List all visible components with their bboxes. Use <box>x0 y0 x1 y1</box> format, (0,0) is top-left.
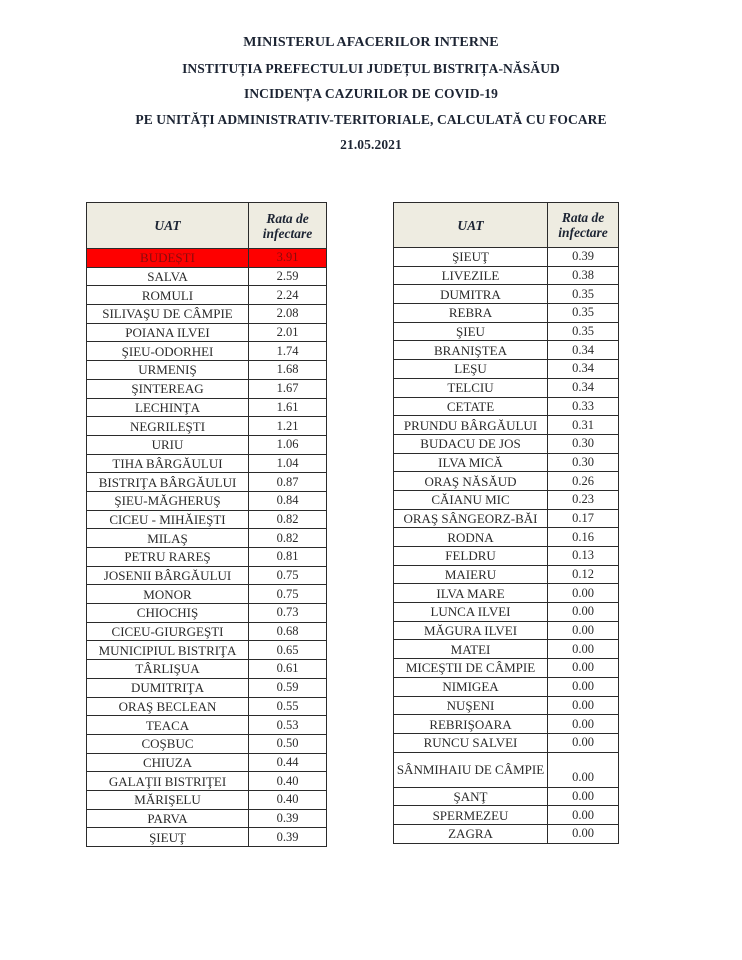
table-row <box>87 585 327 604</box>
uat-name-cell: TÂRLIŞUA <box>87 660 249 679</box>
uat-name-cell: SILIVAŞU DE CÂMPIE <box>87 305 249 324</box>
uat-name-cell: ROMULI <box>87 286 249 305</box>
uat-name-cell: ILVA MICĂ <box>394 453 548 472</box>
uat-name-cell: NIMIGEA <box>394 677 548 696</box>
uat-name-cell: URMENIŞ <box>87 361 249 380</box>
table-row <box>87 305 327 324</box>
infection-rate-cell: 0.00 <box>548 824 619 843</box>
table-row <box>394 509 619 528</box>
infection-rate-cell: 0.00 <box>548 787 619 806</box>
table-row <box>87 641 327 660</box>
header-subtitle: PE UNITĂȚI ADMINISTRATIV-TERITORIALE, CALCULATĂ CU FOCARE <box>135 111 607 127</box>
table-row <box>394 677 619 696</box>
uat-name-cell: MAIERU <box>394 565 548 584</box>
infection-rate-cell: 0.00 <box>548 806 619 825</box>
infection-rate-cell: 2.08 <box>249 305 327 324</box>
uat-name-cell: FELDRU <box>394 547 548 566</box>
document-header <box>0 30 742 158</box>
table-row <box>87 604 327 623</box>
uat-name-cell: BUDACU DE JOS <box>394 434 548 453</box>
infection-rate-cell: 0.68 <box>249 622 327 641</box>
infection-rate-cell: 0.26 <box>548 472 619 491</box>
uat-name-cell: URIU <box>87 435 249 454</box>
infection-rate-cell: 2.01 <box>249 323 327 342</box>
infection-rate-cell: 0.00 <box>548 621 619 640</box>
table-row <box>87 660 327 679</box>
infection-rate-cell: 0.00 <box>548 696 619 715</box>
table-row <box>87 417 327 436</box>
table-row <box>394 453 619 472</box>
uat-name-cell: CETATE <box>394 397 548 416</box>
column-header-rate: Rata de infectare <box>249 203 327 249</box>
uat-name-cell: PRUNDU BÂRGĂULUI <box>394 416 548 435</box>
header-ministry: MINISTERUL AFACERILOR INTERNE <box>243 35 499 50</box>
table-row <box>394 434 619 453</box>
table-row <box>87 286 327 305</box>
table-row <box>394 565 619 584</box>
infection-rate-cell: 1.06 <box>249 435 327 454</box>
infection-rate-cell: 0.34 <box>548 341 619 360</box>
uat-name-cell: BUDEȘTI <box>87 249 249 268</box>
infection-rate-cell: 0.73 <box>249 604 327 623</box>
table-row <box>87 361 327 380</box>
infection-rate-cell: 1.61 <box>249 398 327 417</box>
table-row <box>394 472 619 491</box>
infection-rate-cell: 2.24 <box>249 286 327 305</box>
header-title: INCIDENȚA CAZURILOR DE COVID-19 <box>243 86 498 101</box>
header-institution: INSTITUȚIA PREFECTULUI JUDEȚUL BISTRIȚA-NĂSĂUD <box>182 60 560 76</box>
table-header-row <box>87 203 327 249</box>
infection-rate-cell: 1.67 <box>249 379 327 398</box>
infection-rate-cell: 0.31 <box>548 416 619 435</box>
infection-rate-cell: 0.61 <box>249 660 327 679</box>
table-row <box>87 529 327 548</box>
infection-rate-cell: 0.40 <box>249 772 327 791</box>
table-row <box>394 266 619 285</box>
uat-name-cell: ORAŞ SÂNGEORZ-BĂI <box>394 509 548 528</box>
infection-rate-cell: 0.35 <box>548 285 619 304</box>
infection-rate-cell: 0.00 <box>548 677 619 696</box>
table-row <box>87 491 327 510</box>
uat-name-cell: JOSENII BÂRGĂULUI <box>87 566 249 585</box>
table-row <box>394 248 619 267</box>
table-row <box>394 696 619 715</box>
uat-name-cell: GALAŢII BISTRIŢEI <box>87 772 249 791</box>
uat-name-cell: REBRA <box>394 304 548 323</box>
uat-name-cell: ILVA MARE <box>394 584 548 603</box>
table-header-row <box>394 203 619 248</box>
table-row <box>394 715 619 734</box>
infection-rate-cell: 0.50 <box>249 734 327 753</box>
table-row <box>394 752 619 787</box>
table-row <box>394 659 619 678</box>
uat-name-cell: NEGRILEŞTI <box>87 417 249 436</box>
table-row <box>87 323 327 342</box>
table-row <box>87 379 327 398</box>
uat-name-cell: CHIUZA <box>87 753 249 772</box>
uat-name-cell: PARVA <box>87 809 249 828</box>
column-header-rate: Rata de infectare <box>548 203 619 248</box>
table-row <box>87 622 327 641</box>
table-row <box>87 566 327 585</box>
uat-name-cell: TIHA BÂRGĂULUI <box>87 454 249 473</box>
table-row <box>394 528 619 547</box>
infection-rate-cell: 0.87 <box>249 473 327 492</box>
uat-name-cell: ORAŞ NĂSĂUD <box>394 472 548 491</box>
table-row <box>394 806 619 825</box>
infection-rate-cell: 0.00 <box>548 640 619 659</box>
table-row <box>394 378 619 397</box>
table-row <box>394 285 619 304</box>
table-row <box>394 621 619 640</box>
table-row <box>394 397 619 416</box>
infection-rate-cell: 0.33 <box>548 397 619 416</box>
table-row <box>87 828 327 847</box>
uat-name-cell: ORAŞ BECLEAN <box>87 697 249 716</box>
uat-name-cell: NUŞENI <box>394 696 548 715</box>
table-row <box>87 790 327 809</box>
table-row <box>394 322 619 341</box>
uat-name-cell: SALVA <box>87 267 249 286</box>
infection-rate-cell: 0.39 <box>249 809 327 828</box>
uat-name-cell: CĂIANU MIC <box>394 490 548 509</box>
infection-rate-cell: 0.00 <box>548 752 619 787</box>
table-row <box>87 398 327 417</box>
uat-name-cell: ŞIEUŢ <box>394 248 548 267</box>
uat-name-cell: TELCIU <box>394 378 548 397</box>
infection-rate-cell: 0.65 <box>249 641 327 660</box>
infection-rate-cell: 0.34 <box>548 360 619 379</box>
uat-name-cell: LUNCA ILVEI <box>394 603 548 622</box>
uat-name-cell: LIVEZILE <box>394 266 548 285</box>
infection-rate-cell: 0.00 <box>548 715 619 734</box>
uat-name-cell: SÂNMIHAIU DE CÂMPIE <box>394 752 548 787</box>
uat-name-cell: MATEI <box>394 640 548 659</box>
uat-name-cell: MUNICIPIUL BISTRIŢA <box>87 641 249 660</box>
uat-name-cell: MILAŞ <box>87 529 249 548</box>
table-row <box>87 734 327 753</box>
uat-name-cell: LECHINŢA <box>87 398 249 417</box>
uat-name-cell: BISTRIŢA BÂRGĂULUI <box>87 473 249 492</box>
infection-rate-cell: 0.44 <box>249 753 327 772</box>
infection-rate-cell: 0.39 <box>548 248 619 267</box>
uat-name-cell: REBRIŞOARA <box>394 715 548 734</box>
header-date: 21.05.2021 <box>340 137 402 152</box>
table-row <box>394 733 619 752</box>
infection-rate-cell: 0.53 <box>249 716 327 735</box>
uat-name-cell: ŞIEU-MĂGHERUŞ <box>87 491 249 510</box>
table-row <box>87 249 327 268</box>
uat-name-cell: TEACA <box>87 716 249 735</box>
infection-rate-cell: 0.17 <box>548 509 619 528</box>
table-row <box>87 454 327 473</box>
infection-rate-cell: 0.39 <box>249 828 327 847</box>
infection-rate-cell: 0.75 <box>249 566 327 585</box>
infection-rate-cell: 0.82 <box>249 529 327 548</box>
infection-rate-cell: 0.13 <box>548 547 619 566</box>
infection-rate-cell: 0.12 <box>548 565 619 584</box>
uat-name-cell: RODNA <box>394 528 548 547</box>
uat-name-cell: SPERMEZEU <box>394 806 548 825</box>
infection-rate-cell: 0.75 <box>249 585 327 604</box>
table-row <box>87 435 327 454</box>
uat-name-cell: RUNCU SALVEI <box>394 733 548 752</box>
uat-name-cell: DUMITRA <box>394 285 548 304</box>
table-row <box>394 603 619 622</box>
table-row <box>87 678 327 697</box>
uat-name-cell: POIANA ILVEI <box>87 323 249 342</box>
incidence-table-right <box>393 202 619 844</box>
uat-name-cell: ŞANŢ <box>394 787 548 806</box>
table-row <box>87 772 327 791</box>
infection-rate-cell: 1.21 <box>249 417 327 436</box>
table-row <box>87 267 327 286</box>
infection-rate-cell: 0.00 <box>548 584 619 603</box>
column-header-uat: UAT <box>87 203 249 249</box>
infection-rate-cell: 0.82 <box>249 510 327 529</box>
uat-name-cell: CICEU-GIURGEŞTI <box>87 622 249 641</box>
infection-rate-cell: 0.81 <box>249 548 327 567</box>
table-row <box>394 584 619 603</box>
infection-rate-cell: 1.68 <box>249 361 327 380</box>
infection-rate-cell: 1.04 <box>249 454 327 473</box>
uat-name-cell: LEŞU <box>394 360 548 379</box>
uat-name-cell: ŞIEU <box>394 322 548 341</box>
infection-rate-cell: 0.84 <box>249 491 327 510</box>
infection-rate-cell: 0.30 <box>548 453 619 472</box>
uat-name-cell: CHIOCHIŞ <box>87 604 249 623</box>
uat-name-cell: MĂGURA ILVEI <box>394 621 548 640</box>
table-row <box>394 490 619 509</box>
table-row <box>87 548 327 567</box>
uat-name-cell: ŞIEU-ODORHEI <box>87 342 249 361</box>
uat-name-cell: COŞBUC <box>87 734 249 753</box>
infection-rate-cell: 1.74 <box>249 342 327 361</box>
column-header-uat: UAT <box>394 203 548 248</box>
incidence-table-left <box>86 202 327 847</box>
infection-rate-cell: 3.91 <box>249 249 327 268</box>
table-row <box>87 510 327 529</box>
infection-rate-cell: 0.38 <box>548 266 619 285</box>
infection-rate-cell: 0.30 <box>548 434 619 453</box>
infection-rate-cell: 2.59 <box>249 267 327 286</box>
infection-rate-cell: 0.23 <box>548 490 619 509</box>
uat-name-cell: BRANIŞTEA <box>394 341 548 360</box>
infection-rate-cell: 0.00 <box>548 733 619 752</box>
uat-name-cell: MĂRIŞELU <box>87 790 249 809</box>
infection-rate-cell: 0.59 <box>249 678 327 697</box>
table-row <box>87 716 327 735</box>
uat-name-cell: ZAGRA <box>394 824 548 843</box>
infection-rate-cell: 0.40 <box>249 790 327 809</box>
table-row <box>394 824 619 843</box>
table-row <box>394 304 619 323</box>
uat-name-cell: CICEU - MIHĂIEŞTI <box>87 510 249 529</box>
table-row <box>87 697 327 716</box>
infection-rate-cell: 0.55 <box>249 697 327 716</box>
table-row <box>87 473 327 492</box>
uat-name-cell: MICEŞTII DE CÂMPIE <box>394 659 548 678</box>
infection-rate-cell: 0.00 <box>548 603 619 622</box>
uat-name-cell: DUMITRIŢA <box>87 678 249 697</box>
uat-name-cell: PETRU RAREŞ <box>87 548 249 567</box>
table-row <box>87 753 327 772</box>
table-row <box>394 341 619 360</box>
table-row <box>394 360 619 379</box>
infection-rate-cell: 0.35 <box>548 322 619 341</box>
infection-rate-cell: 0.35 <box>548 304 619 323</box>
table-row <box>87 342 327 361</box>
uat-name-cell: MONOR <box>87 585 249 604</box>
table-row <box>394 416 619 435</box>
table-row <box>87 809 327 828</box>
infection-rate-cell: 0.16 <box>548 528 619 547</box>
infection-rate-cell: 0.34 <box>548 378 619 397</box>
table-row <box>394 547 619 566</box>
table-row <box>394 640 619 659</box>
uat-name-cell: ŞINTEREAG <box>87 379 249 398</box>
uat-name-cell: ŞIEUŢ <box>87 828 249 847</box>
table-row <box>394 787 619 806</box>
infection-rate-cell: 0.00 <box>548 659 619 678</box>
